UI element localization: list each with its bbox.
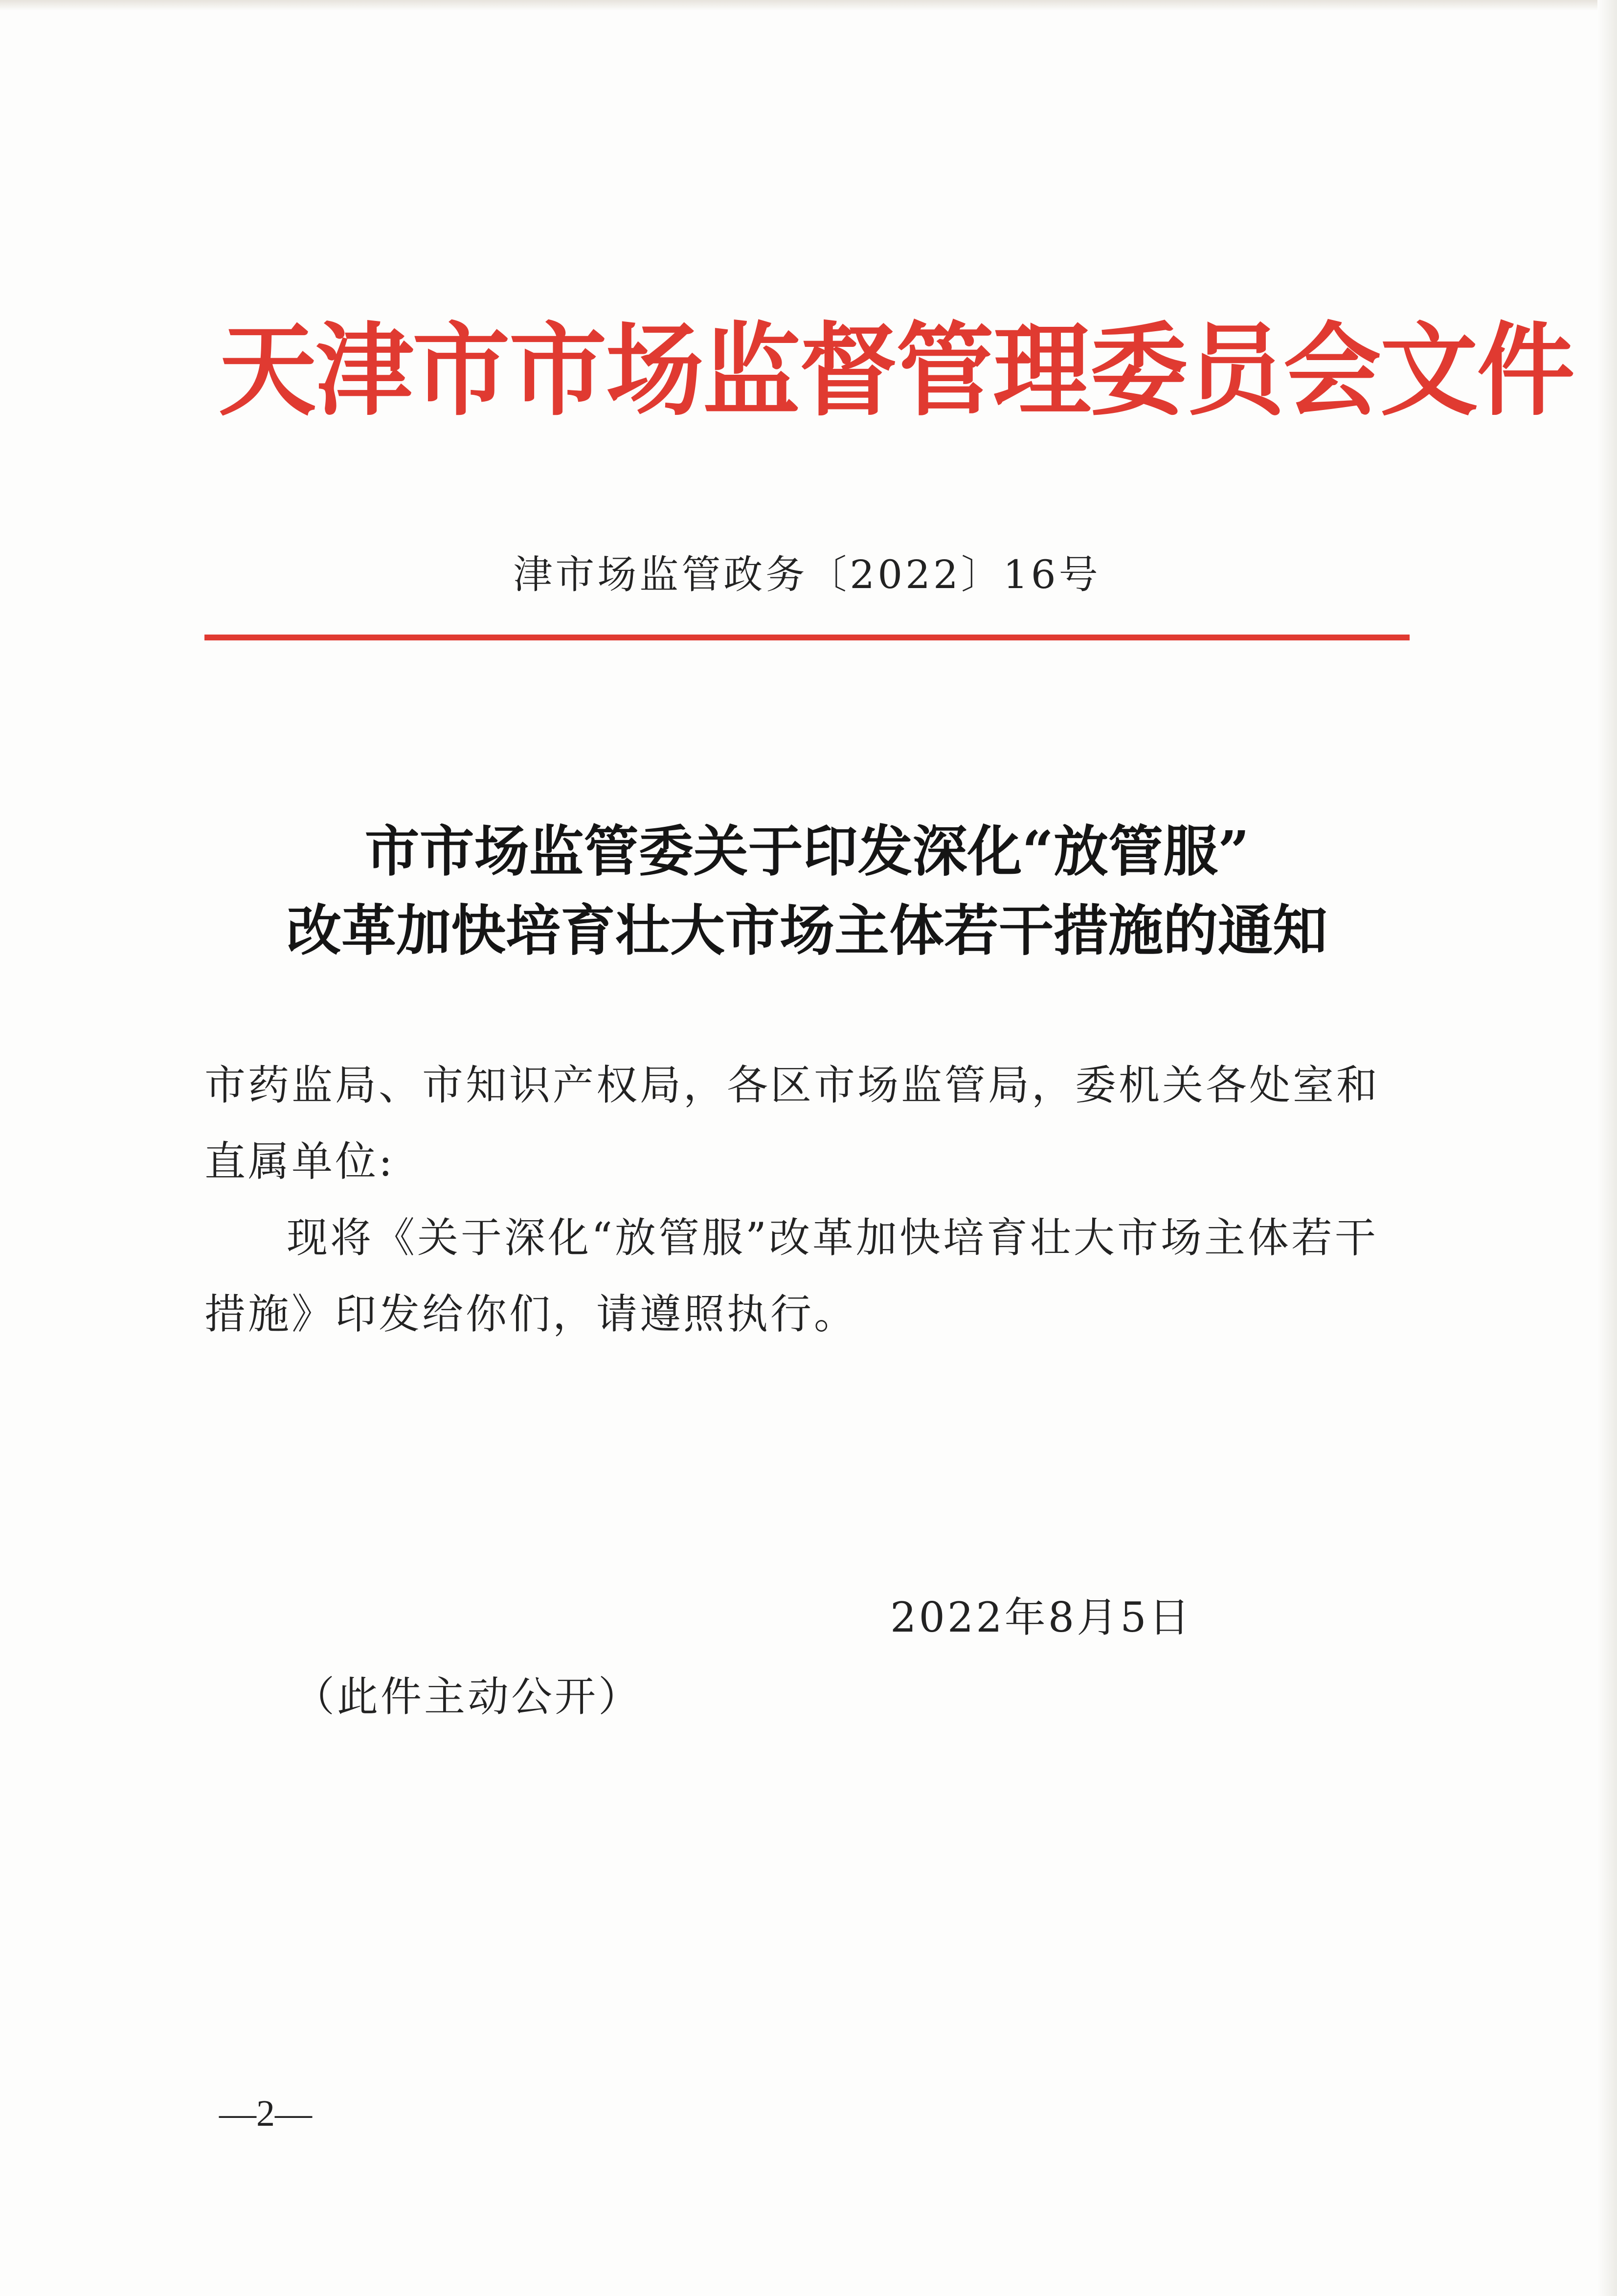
notice-title-line-1: 市市场监管委关于印发深化“放管服”: [364, 819, 1250, 884]
scan-edge-right: [1597, 0, 1617, 2296]
disclosure-note: （此件主动公开）: [293, 1673, 642, 1721]
body-paragraph: 现将《关于深化“放管服”改革加快培育壮大市场主体若干措施》印发给你们，请遵照执行。: [204, 1214, 1378, 1338]
document-number: 津市场监管政务〔2022〕16号: [513, 552, 1101, 597]
red-divider-line: [204, 635, 1410, 640]
notice-body: [204, 1047, 1413, 1352]
issue-date: 2022年8月5日: [890, 1593, 1192, 1641]
notice-title: [201, 812, 1414, 971]
scan-edge-top: [0, 0, 1617, 11]
masthead-title: 天津市市场监督管理委员会文件: [219, 316, 1574, 428]
page-number: —2—: [219, 2093, 312, 2134]
recipients: 市药监局、市知识产权局，各区市场监管局，委机关各处室和直属单位:: [204, 1061, 1380, 1185]
notice-title-line-2: 改革加快培育壮大市场主体若干措施的通知: [287, 899, 1327, 963]
